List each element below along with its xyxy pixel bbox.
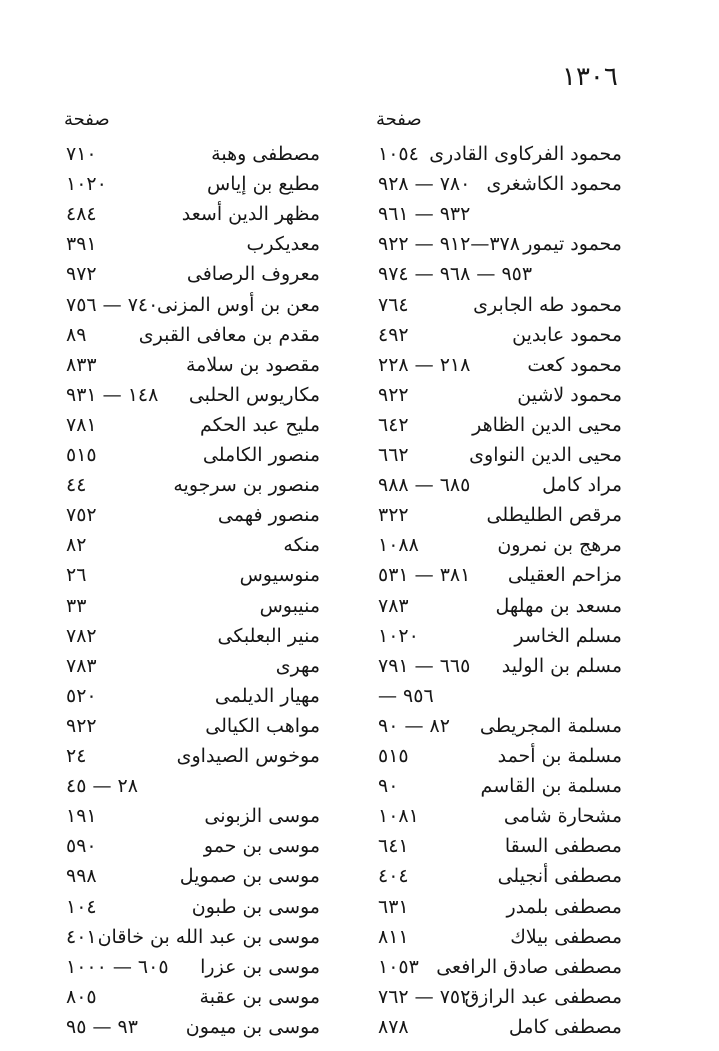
entry-name: مكاريوس الحلبى xyxy=(188,383,320,406)
entry-pages: ١٠٥٣ xyxy=(378,955,419,978)
entry-name: موسى بن عبد الله بن خاقان xyxy=(97,925,320,948)
entry-pages: ١٠٢٠ xyxy=(66,173,107,196)
entry-pages: ٩٩٨ xyxy=(66,865,97,888)
index-entry xyxy=(66,620,320,652)
entry-name: مسلمة بن أحمد xyxy=(497,745,622,767)
entry-pages: ٩٧٢ xyxy=(66,263,97,286)
entry-name: منوسيوس xyxy=(239,564,320,587)
entry-name: منيبوس xyxy=(259,594,320,617)
index-entry xyxy=(378,469,622,501)
entry-pages: ٧٥٢ — ٧٦٢ xyxy=(378,985,471,1008)
entry-name: موسى بن صمويل xyxy=(179,865,320,888)
entry-name: مصطفى بيلاك xyxy=(510,925,622,948)
entry-name: مسلم الخاسر xyxy=(514,624,622,647)
entry-name: محمود عابدين xyxy=(512,323,622,346)
entry-name: مطيع بن إياس xyxy=(207,173,320,196)
index-entry xyxy=(66,469,320,501)
entry-pages: ٨٩ xyxy=(66,323,87,346)
entry-name: منكه xyxy=(283,534,320,557)
entry-name: محمود الفركاوى القادرى xyxy=(429,143,622,165)
entry-name: معديكرب xyxy=(246,233,320,256)
index-entry xyxy=(378,319,622,351)
index-entry xyxy=(378,770,622,802)
entry-pages: ٤٠٤ xyxy=(378,865,409,888)
index-entry xyxy=(378,439,622,471)
index-entry xyxy=(66,981,320,1013)
entry-pages: ١٤٨ — ٩٣١ xyxy=(66,383,159,406)
entry-pages: ١٠٨٨ xyxy=(378,534,419,557)
entry-pages: — ٩٥٦ xyxy=(378,684,434,707)
entry-name: مصطفى وهبة xyxy=(211,143,320,165)
index-entry xyxy=(378,891,622,923)
index-entry xyxy=(66,559,320,591)
entry-name: موسى بن ميمون xyxy=(185,1015,320,1038)
index-entry xyxy=(378,921,622,953)
index-entry xyxy=(378,590,622,622)
entry-name: محمود تيمور xyxy=(523,233,622,256)
index-entry xyxy=(66,770,320,802)
index-entry xyxy=(66,830,320,862)
entry-pages: ٥١٥ xyxy=(66,444,97,466)
index-entry xyxy=(66,499,320,531)
index-entry xyxy=(378,228,622,260)
index-entry xyxy=(66,921,320,953)
entry-name: مسلم بن الوليد xyxy=(501,654,622,677)
index-entry xyxy=(66,529,320,561)
entry-pages: ٣٢٢ xyxy=(378,504,409,527)
entry-pages: ٨٢ — ٩٠ xyxy=(378,714,450,737)
index-entry xyxy=(66,289,320,321)
entry-pages: ٧٨٢ xyxy=(66,624,97,647)
entry-pages: ١٠٤ xyxy=(66,895,97,918)
entry-name: مصطفى عبد الرازق xyxy=(464,985,622,1008)
entry-pages: ٤٤ xyxy=(66,474,87,497)
index-entry xyxy=(378,620,622,652)
index-entry xyxy=(66,168,320,200)
entry-pages: ٧٨٣ xyxy=(66,654,97,677)
entry-pages: ٧٨٠ — ٩٢٨ xyxy=(378,173,471,196)
column-header-left: صفحة xyxy=(64,109,110,130)
index-entry xyxy=(66,680,320,712)
index-entry xyxy=(378,951,622,983)
index-entry xyxy=(378,198,622,230)
entry-name: مراد كامل xyxy=(542,474,622,497)
index-entry xyxy=(66,409,320,441)
entry-pages: ٨٧٨ xyxy=(378,1015,409,1038)
index-entry xyxy=(378,258,622,290)
entry-name: مرهج بن نمرون xyxy=(497,534,622,557)
entry-pages: ٣٣ xyxy=(66,594,87,617)
index-entry xyxy=(66,198,320,230)
index-entry xyxy=(66,258,320,290)
index-entry xyxy=(378,680,622,712)
entry-pages: ٩٥٣ — ٩٦٨ — ٩٧٤ xyxy=(378,263,533,286)
entry-pages: ٦٤١ xyxy=(378,835,409,858)
index-entry xyxy=(66,1011,320,1043)
entry-name: موسى بن عقبة xyxy=(199,985,320,1008)
index-entry xyxy=(378,349,622,381)
index-entry xyxy=(66,860,320,892)
index-entry xyxy=(378,529,622,561)
index-entry xyxy=(378,559,622,591)
entry-name: معن بن أوس المزنى xyxy=(157,293,320,316)
entry-name: مصطفى صادق الرافعى xyxy=(436,955,622,978)
entry-name: محمود الكاشغرى xyxy=(486,173,622,196)
entry-name: مواهب الكيالى xyxy=(205,714,320,737)
entry-pages: ٩٠ xyxy=(378,775,399,798)
entry-name: محمود كعت xyxy=(527,353,622,376)
entry-pages: ٦٦٥ — ٧٩١ xyxy=(378,654,471,677)
index-entry xyxy=(378,289,622,321)
entry-pages: ٤٨٤ xyxy=(66,203,97,226)
entry-pages: ٥٩٠ xyxy=(66,835,97,858)
entry-name: موخوس الصيداوى xyxy=(176,745,320,767)
index-entry xyxy=(66,710,320,742)
entry-pages: ٥١٥ xyxy=(378,745,409,767)
index-entry xyxy=(378,740,622,772)
entry-name: مقدم بن معافى القبرى xyxy=(138,323,320,346)
entry-pages: ٦٦٢ xyxy=(378,444,409,466)
entry-pages: ١٠٨١ xyxy=(378,805,419,828)
index-entry xyxy=(378,981,622,1013)
entry-pages: ٧٤٠ — ٧٥٦ xyxy=(66,293,159,316)
entry-pages: ٨٢ xyxy=(66,534,87,557)
page-number: ١٣٠٦ xyxy=(562,62,618,92)
entry-pages: ٧١٠ xyxy=(66,143,97,165)
entry-pages: ٥٢٠ xyxy=(66,684,97,707)
entry-pages: ٢١٨ — ٢٢٨ xyxy=(378,353,471,376)
entry-name: مقصود بن سلامة xyxy=(186,353,320,376)
entry-pages: ٤٠١ xyxy=(66,925,97,948)
entry-pages: ٧٦٤ xyxy=(378,293,409,316)
index-entry xyxy=(378,860,622,892)
index-entry xyxy=(378,800,622,832)
entry-pages: ٦٤٢ xyxy=(378,413,409,436)
entry-pages: ٣٩١ xyxy=(66,233,97,256)
entry-pages: ١٠٢٠ xyxy=(378,624,419,647)
entry-name: مزاحم العقيلى xyxy=(507,564,622,587)
entry-pages: ٨١١ xyxy=(378,925,409,948)
index-entry xyxy=(378,499,622,531)
entry-name: مهيار الديلمى xyxy=(214,684,320,707)
index-entry xyxy=(66,439,320,471)
column-header-right: صفحة xyxy=(376,109,422,130)
entry-name: منصور فهمى xyxy=(217,504,320,527)
entry-pages: ٣٧٨—٩١٢ — ٩٢٢ xyxy=(378,233,520,256)
entry-name: مصطفى أنجيلى xyxy=(497,865,622,888)
entry-name: مسلمة بن القاسم xyxy=(480,775,622,798)
entry-name: منصور الكاملى xyxy=(202,444,320,466)
index-entry xyxy=(66,740,320,772)
index-entry xyxy=(66,951,320,983)
entry-pages: ٤٩٢ xyxy=(378,323,409,346)
index-entry xyxy=(66,650,320,682)
index-entry xyxy=(66,319,320,351)
entry-pages: ٦٣١ xyxy=(378,895,409,918)
entry-pages: ٢٤ xyxy=(66,745,87,767)
index-entry xyxy=(66,138,320,170)
entry-pages: ٨٣٣ xyxy=(66,353,97,376)
entry-pages: ٧٥٢ xyxy=(66,504,97,527)
entry-name: موسى بن حمو xyxy=(203,835,320,858)
index-entry xyxy=(378,650,622,682)
index-entry xyxy=(378,409,622,441)
entry-pages: ٩٢٢ xyxy=(378,383,409,406)
entry-name: مشحارة شامى xyxy=(503,805,622,828)
entry-pages: ١٠٥٤ xyxy=(378,143,419,165)
entry-pages: ٣٨١ — ٥٣١ xyxy=(378,564,471,587)
entry-name: منصور بن سرجويه xyxy=(173,474,320,497)
index-entry xyxy=(378,830,622,862)
entry-pages: ٩٣٢ — ٩٦١ xyxy=(378,203,471,226)
entry-name: موسى الزبونى xyxy=(204,805,320,828)
entry-pages: ٢٦ xyxy=(66,564,87,587)
index-entry xyxy=(378,379,622,411)
entry-pages: ٦٨٥ — ٩٨٨ xyxy=(378,474,471,497)
entry-name: مرقص الطليطلى xyxy=(486,504,622,527)
entry-pages: ٩٢٢ xyxy=(66,714,97,737)
entry-name: مصطفى بلمدر xyxy=(506,895,622,918)
entry-pages: ٨٠٥ xyxy=(66,985,97,1008)
entry-pages: ٦٠٥ — ١٠٠٠ xyxy=(66,955,169,978)
entry-pages: ٩٣ — ٩٥ xyxy=(66,1015,138,1038)
index-entry xyxy=(66,228,320,260)
entry-name: مسلمة المجريطى xyxy=(479,714,622,737)
entry-name: مهرى xyxy=(275,654,320,677)
index-entry xyxy=(378,138,622,170)
index-entry xyxy=(66,800,320,832)
entry-name: معروف الرصافى xyxy=(186,263,320,286)
entry-name: محمود طه الجابرى xyxy=(473,293,622,316)
index-entry xyxy=(66,379,320,411)
entry-name: منير البعلبكى xyxy=(217,624,320,647)
index-entry xyxy=(378,168,622,200)
entry-name: موسى بن طبون xyxy=(191,895,320,918)
index-entry xyxy=(66,590,320,622)
entry-pages: ٧٨٣ xyxy=(378,594,409,617)
entry-name: مصطفى كامل xyxy=(508,1015,622,1038)
entry-name: مصطفى السقا xyxy=(504,835,622,858)
entry-name: موسى بن عزرا xyxy=(200,955,320,978)
entry-pages: ١٩١ xyxy=(66,805,97,828)
entry-name: محمود لاشين xyxy=(517,383,622,406)
entry-name: محيى الدين الظاهر xyxy=(472,413,622,436)
index-entry xyxy=(378,1011,622,1043)
index-entry xyxy=(66,891,320,923)
entry-name: محيى الدين النواوى xyxy=(469,444,622,466)
entry-pages: ٢٨ — ٤٥ xyxy=(66,775,138,798)
entry-pages: ٧٨١ xyxy=(66,413,97,436)
entry-name: مليح عبد الحكم xyxy=(199,413,320,436)
index-entry xyxy=(66,349,320,381)
entry-name: مسعد بن مهلهل xyxy=(495,594,622,617)
index-entry xyxy=(378,710,622,742)
entry-name: مظهر الدين أسعد xyxy=(181,203,320,226)
